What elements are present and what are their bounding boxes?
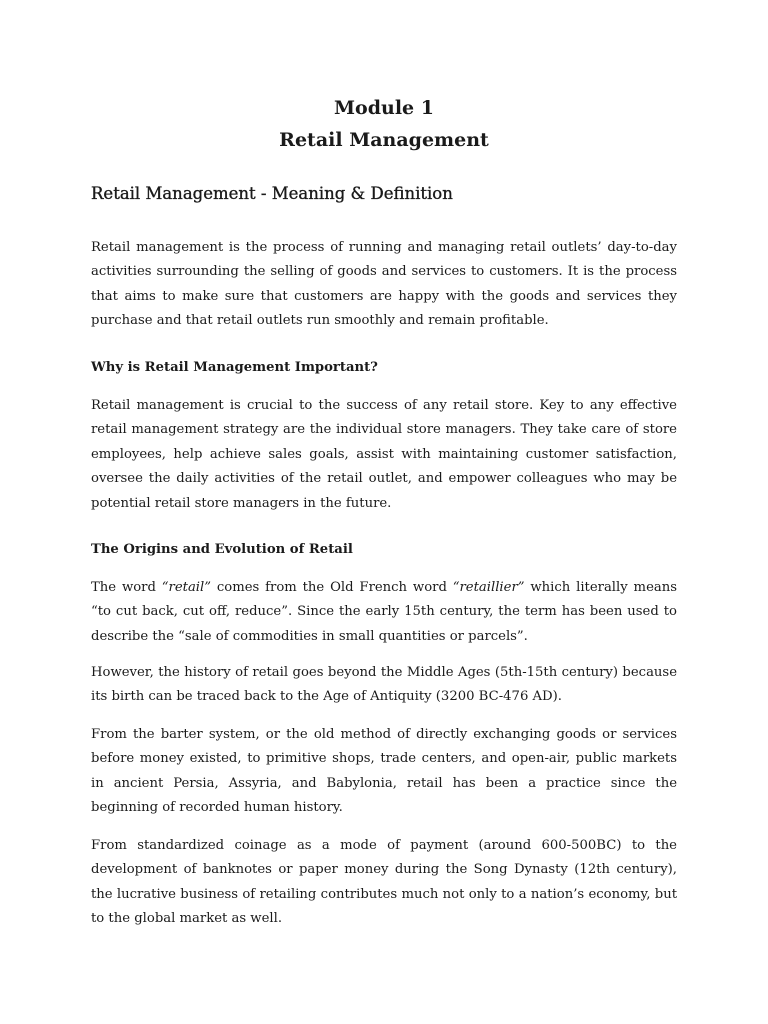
subheading-origins: The Origins and Evolution of Retail [91, 542, 353, 557]
term-retaillier: “retaillier” [452, 580, 525, 595]
module-title: Module 1 [334, 97, 434, 119]
etymology-text-1: The word [91, 580, 162, 595]
section-heading: Retail Management - Meaning & Definition [91, 184, 453, 203]
etymology-text-2: comes from the Old French word [211, 580, 453, 595]
paragraph-history: However, the history of retail goes beyond the Middle Ages (5th-15th century) because its birth can be traced back to the Age of Antiquity (3200 BC-476 AD). [91, 665, 677, 705]
term-retail: “retail” [161, 580, 211, 595]
paragraph-coinage: From standardized coinage as a mode of payment (around 600-500BC) to the development of banknotes or paper money during the Song Dynasty (12th century), the lucrative business of retailing contributes much not only to a nation’s economy, but to the global market as well. [91, 838, 677, 927]
paragraph-importance: Retail management is crucial to the success of any retail store. Key to any effective retail management strategy are the individual store managers. They take care of store employees, help achieve sales goals, assist with maintaining customer satisfaction, oversee the daily activities of the retail outlet, and empower colleagues who may be potential retail store managers in the future. [91, 398, 677, 511]
document-title: Retail Management [279, 129, 489, 151]
paragraph-etymology [91, 576, 677, 649]
subheading-importance: Why is Retail Management Important? [91, 360, 378, 375]
etymology-text-3: which literally means “to cut back, cut off, reduce”. Since the early 15th century, the term has been used to describe the “sale of commodities in small quantities or parcels”. [91, 580, 677, 644]
paragraph-barter: From the barter system, or the old method of directly exchanging goods or services before money existed, to primitive shops, trade centers, and open-air, public markets in ancient Persia, Assyria, and Babylonia, retail has been a practice since the beginning of recorded human history. [91, 727, 677, 816]
paragraph-definition: Retail management is the process of running and managing retail outlets’ day-to-day activities surrounding the selling of goods and services to customers. It is the process that aims to make sure that customers are happy with the goods and services they purchase and that retail outlets run smoothly and remain profitable. [91, 240, 677, 329]
